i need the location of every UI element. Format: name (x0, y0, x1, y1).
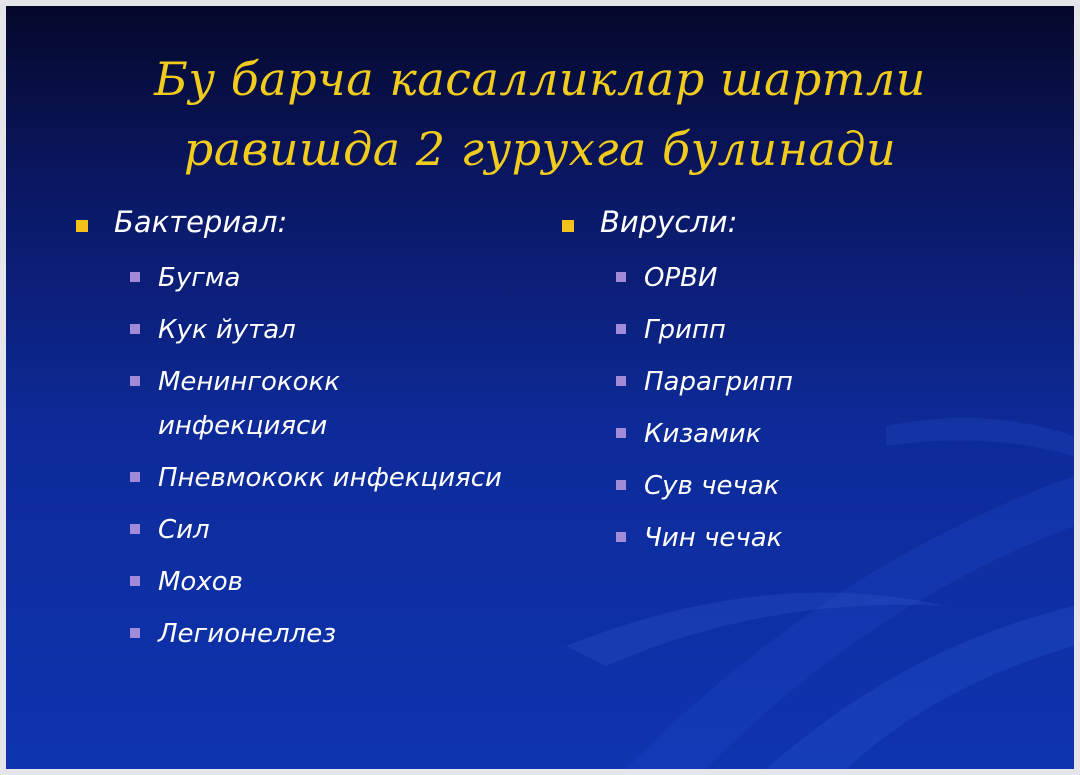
viral-heading-label: Вирусли: (600, 205, 738, 239)
list-item-suv-chechak (562, 464, 1002, 508)
list-item-bugma (76, 256, 516, 300)
list-item-label: Мохов (158, 567, 243, 597)
list-item-pnevmokokk (76, 456, 516, 500)
square-bullet-icon (130, 524, 140, 534)
square-bullet-icon (130, 324, 140, 334)
list-item-label: Менингококк инфекцияси (158, 367, 340, 441)
list-item-label: Грипп (644, 315, 726, 345)
square-bullet-icon (130, 576, 140, 586)
list-item-label: Сув чечак (644, 471, 780, 501)
list-item-label: Бугма (158, 263, 241, 293)
list-item-mokhov (76, 560, 516, 604)
square-bullet-icon (562, 220, 574, 232)
list-item-label: Чин чечак (644, 523, 783, 553)
bacterial-heading-label: Бактериал: (114, 205, 288, 239)
list-item-label: Пневмококк инфекцияси (158, 463, 502, 493)
bacterial-heading (76, 202, 516, 242)
square-bullet-icon (616, 324, 626, 334)
bacterial-column (76, 202, 516, 664)
presentation-slide (6, 6, 1074, 769)
viral-column (562, 202, 1002, 568)
list-item-kizamik (562, 412, 1002, 456)
list-item-chin-chechak (562, 516, 1002, 560)
square-bullet-icon (130, 628, 140, 638)
square-bullet-icon (76, 220, 88, 232)
square-bullet-icon (130, 272, 140, 282)
slide-title-line-1: Бу барча касалликлар шартли (154, 52, 926, 106)
viral-heading (562, 202, 1002, 242)
square-bullet-icon (616, 376, 626, 386)
square-bullet-icon (616, 532, 626, 542)
list-item-paragripp (562, 360, 1002, 404)
list-item-label: Кук йутал (158, 315, 296, 345)
square-bullet-icon (130, 376, 140, 386)
slide-title-line-2: равишда 2 гурухга булинади (183, 122, 897, 176)
square-bullet-icon (616, 272, 626, 282)
list-item-label: Кизамик (644, 419, 762, 449)
list-item-label: ОРВИ (644, 263, 718, 293)
list-item-label: Легионеллез (158, 619, 337, 649)
list-item-gripp (562, 308, 1002, 352)
list-item-meningokokk (76, 360, 516, 448)
list-item-label: Парагрипп (644, 367, 793, 397)
list-item-sil (76, 508, 516, 552)
list-item-kuk-yutal (76, 308, 516, 352)
list-item-legionellez (76, 612, 516, 656)
list-item-label: Сил (158, 515, 210, 545)
list-item-orvi (562, 256, 1002, 300)
square-bullet-icon (616, 428, 626, 438)
square-bullet-icon (616, 480, 626, 490)
slide-title (6, 44, 1074, 184)
square-bullet-icon (130, 472, 140, 482)
